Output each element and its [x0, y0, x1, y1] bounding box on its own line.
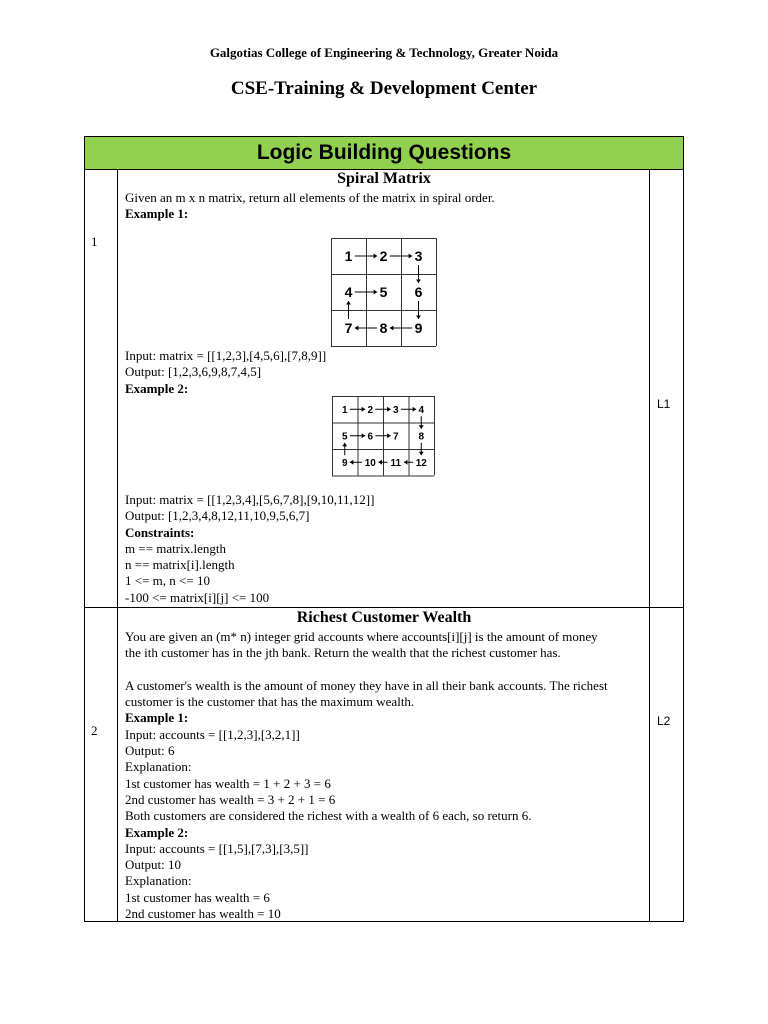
- spiral-arrowhead: [419, 452, 424, 456]
- example-input: Input: accounts = [[1,2,3],[3,2,1]]: [125, 726, 300, 742]
- spiral-arrowhead: [355, 326, 359, 331]
- example-input: Input: accounts = [[1,5],[7,3],[3,5]]: [125, 840, 309, 856]
- center-heading: CSE-Training & Development Center: [230, 78, 538, 99]
- spiral-arrowhead: [413, 407, 417, 412]
- column-divider: [117, 169, 118, 921]
- spiral-arrowhead: [416, 280, 421, 284]
- grid-cell-number: 3: [392, 404, 399, 416]
- example-input: Input: matrix = [[1,2,3,4],[5,6,7,8],[9,10,11,12]]: [125, 492, 375, 507]
- question-body: [125, 629, 645, 922]
- example-label: Example 2:: [125, 380, 189, 396]
- example-label: Example 2:: [125, 824, 189, 840]
- row-level: L2: [657, 714, 671, 728]
- spiral-arrowhead: [346, 301, 351, 305]
- example-output: Output: [1,2,3,4,8,12,11,10,9,5,6,7]: [125, 508, 310, 524]
- spiral-arrowhead: [342, 443, 347, 447]
- example-label: Example 1:: [125, 206, 189, 222]
- question-title: Richest Customer Wealth: [296, 609, 472, 626]
- grid-cell-number: 1: [344, 248, 353, 265]
- spiral-arrowhead: [404, 460, 408, 465]
- description-line: the ith customer has in the jth bank. Return the wealth that the richest customer has.: [125, 645, 561, 661]
- example-2-io: [125, 492, 645, 606]
- constraint-line: 1 <= m, n <= 10: [125, 573, 210, 589]
- spiral-arrowhead: [362, 433, 366, 438]
- institution-heading: Galgotias College of Engineering & Technology, Greater Noida: [209, 45, 559, 60]
- grid-cell-number: 5: [341, 431, 348, 443]
- explanation-line: 1st customer has wealth = 1 + 2 + 3 = 6: [125, 775, 331, 791]
- grid-cell-number: 5: [379, 284, 388, 301]
- description-line: You are given an (m* n) integer grid accounts where accounts[i][j] is the amount of money: [125, 629, 598, 644]
- constraints-label: Constraints:: [125, 524, 195, 540]
- grid-cell-number: 9: [341, 457, 348, 469]
- grid-cell-number: 9: [414, 320, 423, 337]
- questions-table: [84, 136, 684, 922]
- table-banner: Logic Building Questions: [85, 137, 683, 170]
- spiral-arrowhead: [387, 433, 391, 438]
- grid-cell-number: 1: [341, 404, 348, 416]
- question-intro: [125, 190, 645, 223]
- explanation-line: 2nd customer has wealth = 10: [125, 906, 281, 922]
- grid-cell-number: 11: [390, 457, 402, 469]
- spiral-arrowhead: [378, 460, 382, 465]
- question-title: Spiral Matrix: [337, 170, 431, 187]
- grid-cell-number: 4: [344, 284, 353, 301]
- description-line: customer is the customer that has the maximum wealth.: [125, 694, 415, 710]
- grid-cell-number: 7: [392, 431, 399, 443]
- grid-cell-number: 6: [414, 284, 423, 301]
- grid-cell-number: 3: [414, 248, 423, 265]
- explanation-line: 1st customer has wealth = 6: [125, 889, 270, 905]
- constraint-line: m == matrix.length: [125, 540, 226, 556]
- spiral-arrowhead: [350, 460, 354, 465]
- spiral-grid-3x4: [332, 396, 436, 478]
- question-description: Given an m x n matrix, return all elements of the matrix in spiral order.: [125, 190, 495, 205]
- row-number: 2: [91, 723, 98, 738]
- spiral-arrowhead: [409, 254, 413, 259]
- row-level: L1: [657, 397, 671, 411]
- example-output: Output: [1,2,3,6,9,8,7,4,5]: [125, 364, 262, 380]
- constraint-line: n == matrix[i].length: [125, 557, 235, 573]
- spiral-arrowhead: [416, 316, 421, 320]
- grid-cell-number: 8: [379, 320, 388, 337]
- spiral-arrowhead: [390, 326, 394, 331]
- example-label: Example 1:: [125, 710, 189, 726]
- grid-cell-number: 12: [415, 457, 427, 469]
- column-divider: [649, 169, 650, 921]
- grid-cell-number: 4: [418, 404, 425, 416]
- grid-cell-number: 6: [367, 431, 374, 443]
- explanation-line: Both customers are considered the richest with a wealth of 6 each, so return 6.: [125, 808, 532, 824]
- grid-cell-number: 2: [379, 248, 388, 265]
- spiral-arrowhead: [362, 407, 366, 412]
- row-number: 1: [91, 234, 98, 249]
- spiral-arrowhead: [374, 254, 378, 259]
- description-line: A customer's wealth is the amount of money they have in all their bank accounts. The richest: [125, 677, 608, 693]
- example-1-io: [125, 348, 645, 397]
- grid-cell-number: 2: [367, 404, 374, 416]
- explanation-label: Explanation:: [125, 873, 192, 889]
- spiral-arrowhead: [419, 425, 424, 429]
- explanation-label: Explanation:: [125, 759, 192, 775]
- explanation-line: 2nd customer has wealth = 3 + 2 + 1 = 6: [125, 791, 336, 807]
- example-input: Input: matrix = [[1,2,3],[4,5,6],[7,8,9]]: [125, 348, 327, 363]
- spiral-grid-3x3: [331, 238, 437, 348]
- example-output: Output: 10: [125, 857, 181, 873]
- spiral-arrowhead: [374, 290, 378, 295]
- example-output: Output: 6: [125, 743, 175, 759]
- grid-cell-number: 8: [418, 431, 425, 443]
- constraint-line: -100 <= matrix[i][j] <= 100: [125, 589, 270, 605]
- grid-cell-number: 7: [344, 320, 353, 337]
- spiral-arrowhead: [387, 407, 391, 412]
- row-divider: [85, 607, 683, 608]
- grid-cell-number: 10: [364, 457, 376, 469]
